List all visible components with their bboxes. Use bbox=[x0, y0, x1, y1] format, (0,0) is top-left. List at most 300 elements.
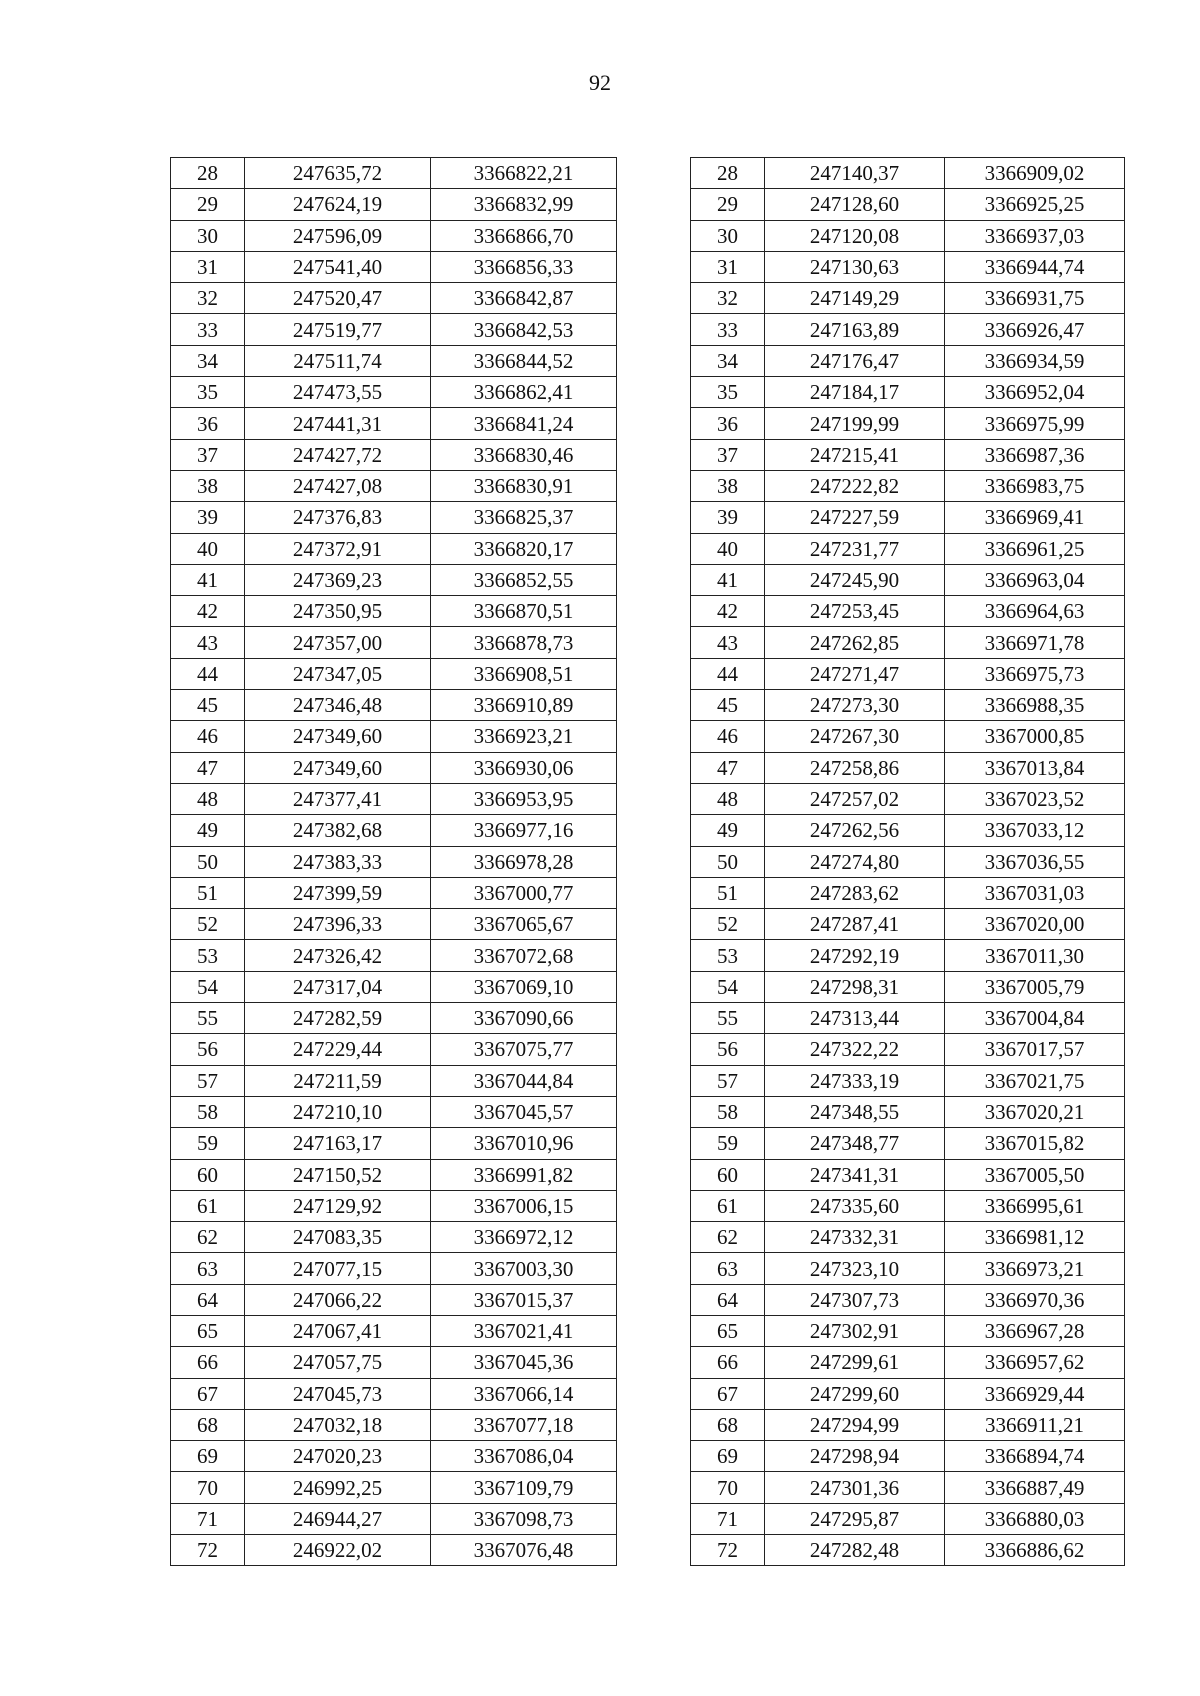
point-number-cell: 42 bbox=[171, 596, 245, 627]
point-number-cell: 47 bbox=[171, 752, 245, 783]
x-coordinate-cell: 247372,91 bbox=[245, 533, 431, 564]
y-coordinate-cell: 3366909,02 bbox=[945, 158, 1125, 189]
point-number-cell: 30 bbox=[691, 220, 765, 251]
x-coordinate-cell: 246922,02 bbox=[245, 1535, 431, 1566]
table-row bbox=[691, 909, 1125, 940]
table-row bbox=[691, 627, 1125, 658]
y-coordinate-cell: 3367090,66 bbox=[431, 1003, 617, 1034]
table-row bbox=[171, 815, 617, 846]
point-number-cell: 68 bbox=[691, 1409, 765, 1440]
x-coordinate-cell: 247299,61 bbox=[765, 1347, 945, 1378]
point-number-cell: 50 bbox=[171, 846, 245, 877]
table-row bbox=[171, 377, 617, 408]
y-coordinate-cell: 3366973,21 bbox=[945, 1253, 1125, 1284]
x-coordinate-cell: 247322,22 bbox=[765, 1034, 945, 1065]
point-number-cell: 61 bbox=[171, 1190, 245, 1221]
y-coordinate-cell: 3366842,87 bbox=[431, 283, 617, 314]
table-row bbox=[691, 1409, 1125, 1440]
x-coordinate-cell: 247066,22 bbox=[245, 1284, 431, 1315]
table-row bbox=[691, 533, 1125, 564]
x-coordinate-cell: 247427,08 bbox=[245, 470, 431, 501]
table-row bbox=[691, 752, 1125, 783]
y-coordinate-cell: 3367045,57 bbox=[431, 1096, 617, 1127]
x-coordinate-cell: 247253,45 bbox=[765, 596, 945, 627]
table-row bbox=[171, 877, 617, 908]
table-row bbox=[691, 877, 1125, 908]
x-coordinate-cell: 247396,33 bbox=[245, 909, 431, 940]
y-coordinate-cell: 3366970,36 bbox=[945, 1284, 1125, 1315]
x-coordinate-cell: 247245,90 bbox=[765, 564, 945, 595]
table-row bbox=[691, 1378, 1125, 1409]
point-number-cell: 53 bbox=[171, 940, 245, 971]
x-coordinate-cell: 247229,44 bbox=[245, 1034, 431, 1065]
table-row bbox=[691, 1222, 1125, 1253]
table-row bbox=[171, 439, 617, 470]
point-number-cell: 52 bbox=[171, 909, 245, 940]
point-number-cell: 48 bbox=[171, 783, 245, 814]
table-row bbox=[171, 1503, 617, 1534]
table-row bbox=[171, 1159, 617, 1190]
table-row bbox=[171, 1284, 617, 1315]
y-coordinate-cell: 3366934,59 bbox=[945, 345, 1125, 376]
y-coordinate-cell: 3367076,48 bbox=[431, 1535, 617, 1566]
y-coordinate-cell: 3366967,28 bbox=[945, 1315, 1125, 1346]
table-row bbox=[691, 846, 1125, 877]
x-coordinate-cell: 247140,37 bbox=[765, 158, 945, 189]
y-coordinate-cell: 3366926,47 bbox=[945, 314, 1125, 345]
table-row bbox=[171, 1441, 617, 1472]
x-coordinate-cell: 247301,36 bbox=[765, 1472, 945, 1503]
y-coordinate-cell: 3367010,96 bbox=[431, 1128, 617, 1159]
x-coordinate-cell: 247067,41 bbox=[245, 1315, 431, 1346]
y-coordinate-cell: 3366878,73 bbox=[431, 627, 617, 658]
x-coordinate-cell: 247333,19 bbox=[765, 1065, 945, 1096]
coordinates-table-right bbox=[690, 157, 1125, 1566]
coordinates-table-left bbox=[170, 157, 617, 1566]
x-coordinate-cell: 247399,59 bbox=[245, 877, 431, 908]
table-row bbox=[171, 1128, 617, 1159]
y-coordinate-cell: 3366957,62 bbox=[945, 1347, 1125, 1378]
x-coordinate-cell: 247313,44 bbox=[765, 1003, 945, 1034]
y-coordinate-cell: 3366886,62 bbox=[945, 1535, 1125, 1566]
point-number-cell: 69 bbox=[171, 1441, 245, 1472]
x-coordinate-cell: 247326,42 bbox=[245, 940, 431, 971]
table-row bbox=[171, 251, 617, 282]
x-coordinate-cell: 247020,23 bbox=[245, 1441, 431, 1472]
table-row bbox=[691, 158, 1125, 189]
point-number-cell: 65 bbox=[171, 1315, 245, 1346]
x-coordinate-cell: 247163,17 bbox=[245, 1128, 431, 1159]
table-row bbox=[171, 470, 617, 501]
table-row bbox=[691, 596, 1125, 627]
table-row bbox=[691, 1128, 1125, 1159]
y-coordinate-cell: 3366952,04 bbox=[945, 377, 1125, 408]
x-coordinate-cell: 247299,60 bbox=[765, 1378, 945, 1409]
x-coordinate-cell: 247520,47 bbox=[245, 283, 431, 314]
point-number-cell: 68 bbox=[171, 1409, 245, 1440]
table-row bbox=[691, 783, 1125, 814]
y-coordinate-cell: 3366832,99 bbox=[431, 189, 617, 220]
y-coordinate-cell: 3366953,95 bbox=[431, 783, 617, 814]
y-coordinate-cell: 3366830,91 bbox=[431, 470, 617, 501]
table-row bbox=[171, 220, 617, 251]
table-row bbox=[171, 1065, 617, 1096]
x-coordinate-cell: 247635,72 bbox=[245, 158, 431, 189]
x-coordinate-cell: 247274,80 bbox=[765, 846, 945, 877]
x-coordinate-cell: 247227,59 bbox=[765, 502, 945, 533]
y-coordinate-cell: 3367031,03 bbox=[945, 877, 1125, 908]
table-row bbox=[171, 1003, 617, 1034]
point-number-cell: 33 bbox=[171, 314, 245, 345]
x-coordinate-cell: 247282,48 bbox=[765, 1535, 945, 1566]
table-row bbox=[691, 283, 1125, 314]
table-row bbox=[691, 1284, 1125, 1315]
point-number-cell: 72 bbox=[171, 1535, 245, 1566]
x-coordinate-cell: 247317,04 bbox=[245, 971, 431, 1002]
point-number-cell: 45 bbox=[691, 690, 765, 721]
table-row bbox=[691, 1441, 1125, 1472]
y-coordinate-cell: 3366988,35 bbox=[945, 690, 1125, 721]
point-number-cell: 36 bbox=[691, 408, 765, 439]
y-coordinate-cell: 3367020,00 bbox=[945, 909, 1125, 940]
table-row bbox=[691, 470, 1125, 501]
table-row bbox=[171, 283, 617, 314]
y-coordinate-cell: 3366977,16 bbox=[431, 815, 617, 846]
x-coordinate-cell: 247257,02 bbox=[765, 783, 945, 814]
y-coordinate-cell: 3367020,21 bbox=[945, 1096, 1125, 1127]
x-coordinate-cell: 247346,48 bbox=[245, 690, 431, 721]
table-row bbox=[691, 502, 1125, 533]
x-coordinate-cell: 247045,73 bbox=[245, 1378, 431, 1409]
point-number-cell: 43 bbox=[691, 627, 765, 658]
y-coordinate-cell: 3366880,03 bbox=[945, 1503, 1125, 1534]
x-coordinate-cell: 247128,60 bbox=[765, 189, 945, 220]
y-coordinate-cell: 3367023,52 bbox=[945, 783, 1125, 814]
point-number-cell: 63 bbox=[171, 1253, 245, 1284]
y-coordinate-cell: 3366929,44 bbox=[945, 1378, 1125, 1409]
point-number-cell: 69 bbox=[691, 1441, 765, 1472]
table-row bbox=[171, 1096, 617, 1127]
x-coordinate-cell: 247332,31 bbox=[765, 1222, 945, 1253]
y-coordinate-cell: 3366969,41 bbox=[945, 502, 1125, 533]
point-number-cell: 41 bbox=[691, 564, 765, 595]
x-coordinate-cell: 247541,40 bbox=[245, 251, 431, 282]
table-row bbox=[691, 815, 1125, 846]
y-coordinate-cell: 3366870,51 bbox=[431, 596, 617, 627]
table-row bbox=[171, 1347, 617, 1378]
table-row bbox=[171, 502, 617, 533]
table-row bbox=[171, 1535, 617, 1566]
table-row bbox=[171, 658, 617, 689]
point-number-cell: 71 bbox=[171, 1503, 245, 1534]
point-number-cell: 56 bbox=[171, 1034, 245, 1065]
y-coordinate-cell: 3366852,55 bbox=[431, 564, 617, 595]
table-row bbox=[691, 1253, 1125, 1284]
point-number-cell: 64 bbox=[171, 1284, 245, 1315]
point-number-cell: 45 bbox=[171, 690, 245, 721]
y-coordinate-cell: 3366937,03 bbox=[945, 220, 1125, 251]
x-coordinate-cell: 247519,77 bbox=[245, 314, 431, 345]
y-coordinate-cell: 3366971,78 bbox=[945, 627, 1125, 658]
y-coordinate-cell: 3366825,37 bbox=[431, 502, 617, 533]
x-coordinate-cell: 247307,73 bbox=[765, 1284, 945, 1315]
point-number-cell: 38 bbox=[171, 470, 245, 501]
x-coordinate-cell: 247176,47 bbox=[765, 345, 945, 376]
point-number-cell: 60 bbox=[691, 1159, 765, 1190]
table-row bbox=[171, 189, 617, 220]
table-row bbox=[171, 533, 617, 564]
table-row bbox=[171, 564, 617, 595]
point-number-cell: 57 bbox=[691, 1065, 765, 1096]
y-coordinate-cell: 3367044,84 bbox=[431, 1065, 617, 1096]
point-number-cell: 55 bbox=[171, 1003, 245, 1034]
point-number-cell: 64 bbox=[691, 1284, 765, 1315]
point-number-cell: 31 bbox=[171, 251, 245, 282]
x-coordinate-cell: 247199,99 bbox=[765, 408, 945, 439]
point-number-cell: 49 bbox=[691, 815, 765, 846]
table-row bbox=[171, 783, 617, 814]
point-number-cell: 66 bbox=[171, 1347, 245, 1378]
x-coordinate-cell: 247211,59 bbox=[245, 1065, 431, 1096]
y-coordinate-cell: 3367045,36 bbox=[431, 1347, 617, 1378]
point-number-cell: 29 bbox=[691, 189, 765, 220]
x-coordinate-cell: 247369,23 bbox=[245, 564, 431, 595]
x-coordinate-cell: 247231,77 bbox=[765, 533, 945, 564]
x-coordinate-cell: 247298,94 bbox=[765, 1441, 945, 1472]
y-coordinate-cell: 3367021,75 bbox=[945, 1065, 1125, 1096]
y-coordinate-cell: 3367066,14 bbox=[431, 1378, 617, 1409]
x-coordinate-cell: 247382,68 bbox=[245, 815, 431, 846]
y-coordinate-cell: 3367006,15 bbox=[431, 1190, 617, 1221]
x-coordinate-cell: 246944,27 bbox=[245, 1503, 431, 1534]
point-number-cell: 67 bbox=[691, 1378, 765, 1409]
table-row bbox=[171, 1190, 617, 1221]
point-number-cell: 60 bbox=[171, 1159, 245, 1190]
point-number-cell: 56 bbox=[691, 1034, 765, 1065]
y-coordinate-cell: 3366963,04 bbox=[945, 564, 1125, 595]
point-number-cell: 29 bbox=[171, 189, 245, 220]
table-row bbox=[691, 251, 1125, 282]
x-coordinate-cell: 247032,18 bbox=[245, 1409, 431, 1440]
table-row bbox=[691, 1034, 1125, 1065]
x-coordinate-cell: 247292,19 bbox=[765, 940, 945, 971]
x-coordinate-cell: 247441,31 bbox=[245, 408, 431, 439]
x-coordinate-cell: 247273,30 bbox=[765, 690, 945, 721]
y-coordinate-cell: 3367075,77 bbox=[431, 1034, 617, 1065]
table-row bbox=[171, 1034, 617, 1065]
point-number-cell: 65 bbox=[691, 1315, 765, 1346]
point-number-cell: 28 bbox=[171, 158, 245, 189]
y-coordinate-cell: 3366983,75 bbox=[945, 470, 1125, 501]
point-number-cell: 61 bbox=[691, 1190, 765, 1221]
x-coordinate-cell: 247348,55 bbox=[765, 1096, 945, 1127]
point-number-cell: 48 bbox=[691, 783, 765, 814]
y-coordinate-cell: 3366975,99 bbox=[945, 408, 1125, 439]
point-number-cell: 66 bbox=[691, 1347, 765, 1378]
point-number-cell: 50 bbox=[691, 846, 765, 877]
table-row bbox=[691, 1096, 1125, 1127]
x-coordinate-cell: 247222,82 bbox=[765, 470, 945, 501]
y-coordinate-cell: 3366944,74 bbox=[945, 251, 1125, 282]
point-number-cell: 40 bbox=[171, 533, 245, 564]
x-coordinate-cell: 247163,89 bbox=[765, 314, 945, 345]
point-number-cell: 36 bbox=[171, 408, 245, 439]
table-row bbox=[691, 439, 1125, 470]
point-number-cell: 35 bbox=[171, 377, 245, 408]
point-number-cell: 71 bbox=[691, 1503, 765, 1534]
table-row bbox=[691, 189, 1125, 220]
y-coordinate-cell: 3367109,79 bbox=[431, 1472, 617, 1503]
point-number-cell: 62 bbox=[171, 1222, 245, 1253]
x-coordinate-cell: 247349,60 bbox=[245, 752, 431, 783]
x-coordinate-cell: 247057,75 bbox=[245, 1347, 431, 1378]
x-coordinate-cell: 247150,52 bbox=[245, 1159, 431, 1190]
point-number-cell: 72 bbox=[691, 1535, 765, 1566]
x-coordinate-cell: 247129,92 bbox=[245, 1190, 431, 1221]
table-row bbox=[171, 408, 617, 439]
y-coordinate-cell: 3366987,36 bbox=[945, 439, 1125, 470]
x-coordinate-cell: 247376,83 bbox=[245, 502, 431, 533]
point-number-cell: 46 bbox=[691, 721, 765, 752]
table-row bbox=[691, 314, 1125, 345]
table-row bbox=[171, 940, 617, 971]
point-number-cell: 53 bbox=[691, 940, 765, 971]
y-coordinate-cell: 3366964,63 bbox=[945, 596, 1125, 627]
y-coordinate-cell: 3367036,55 bbox=[945, 846, 1125, 877]
y-coordinate-cell: 3366862,41 bbox=[431, 377, 617, 408]
y-coordinate-cell: 3367011,30 bbox=[945, 940, 1125, 971]
table-row bbox=[691, 1190, 1125, 1221]
coordinates-table-right-body bbox=[691, 158, 1125, 1566]
x-coordinate-cell: 247302,91 bbox=[765, 1315, 945, 1346]
point-number-cell: 44 bbox=[691, 658, 765, 689]
table-row bbox=[691, 345, 1125, 376]
point-number-cell: 70 bbox=[691, 1472, 765, 1503]
y-coordinate-cell: 3366995,61 bbox=[945, 1190, 1125, 1221]
x-coordinate-cell: 247120,08 bbox=[765, 220, 945, 251]
point-number-cell: 37 bbox=[171, 439, 245, 470]
x-coordinate-cell: 247347,05 bbox=[245, 658, 431, 689]
x-coordinate-cell: 247083,35 bbox=[245, 1222, 431, 1253]
y-coordinate-cell: 3367013,84 bbox=[945, 752, 1125, 783]
y-coordinate-cell: 3366841,24 bbox=[431, 408, 617, 439]
point-number-cell: 58 bbox=[691, 1096, 765, 1127]
y-coordinate-cell: 3367021,41 bbox=[431, 1315, 617, 1346]
x-coordinate-cell: 247341,31 bbox=[765, 1159, 945, 1190]
x-coordinate-cell: 247294,99 bbox=[765, 1409, 945, 1440]
y-coordinate-cell: 3366908,51 bbox=[431, 658, 617, 689]
x-coordinate-cell: 247348,77 bbox=[765, 1128, 945, 1159]
table-row bbox=[691, 690, 1125, 721]
point-number-cell: 39 bbox=[691, 502, 765, 533]
y-coordinate-cell: 3367015,37 bbox=[431, 1284, 617, 1315]
x-coordinate-cell: 247511,74 bbox=[245, 345, 431, 376]
point-number-cell: 32 bbox=[691, 283, 765, 314]
x-coordinate-cell: 247596,09 bbox=[245, 220, 431, 251]
table-row bbox=[691, 564, 1125, 595]
x-coordinate-cell: 247210,10 bbox=[245, 1096, 431, 1127]
table-row bbox=[691, 1065, 1125, 1096]
y-coordinate-cell: 3366911,21 bbox=[945, 1409, 1125, 1440]
point-number-cell: 59 bbox=[171, 1128, 245, 1159]
y-coordinate-cell: 3367017,57 bbox=[945, 1034, 1125, 1065]
point-number-cell: 63 bbox=[691, 1253, 765, 1284]
table-row bbox=[171, 314, 617, 345]
x-coordinate-cell: 247283,62 bbox=[765, 877, 945, 908]
y-coordinate-cell: 3366972,12 bbox=[431, 1222, 617, 1253]
point-number-cell: 39 bbox=[171, 502, 245, 533]
y-coordinate-cell: 3367015,82 bbox=[945, 1128, 1125, 1159]
table-row bbox=[171, 752, 617, 783]
point-number-cell: 41 bbox=[171, 564, 245, 595]
y-coordinate-cell: 3367003,30 bbox=[431, 1253, 617, 1284]
x-coordinate-cell: 247427,72 bbox=[245, 439, 431, 470]
table-row bbox=[691, 658, 1125, 689]
table-row bbox=[691, 408, 1125, 439]
table-row bbox=[171, 690, 617, 721]
y-coordinate-cell: 3367033,12 bbox=[945, 815, 1125, 846]
y-coordinate-cell: 3367086,04 bbox=[431, 1441, 617, 1472]
table-row bbox=[171, 1222, 617, 1253]
point-number-cell: 35 bbox=[691, 377, 765, 408]
y-coordinate-cell: 3366866,70 bbox=[431, 220, 617, 251]
x-coordinate-cell: 247295,87 bbox=[765, 1503, 945, 1534]
y-coordinate-cell: 3366844,52 bbox=[431, 345, 617, 376]
x-coordinate-cell: 247149,29 bbox=[765, 283, 945, 314]
y-coordinate-cell: 3366856,33 bbox=[431, 251, 617, 282]
x-coordinate-cell: 247624,19 bbox=[245, 189, 431, 220]
y-coordinate-cell: 3366925,25 bbox=[945, 189, 1125, 220]
x-coordinate-cell: 246992,25 bbox=[245, 1472, 431, 1503]
y-coordinate-cell: 3366931,75 bbox=[945, 283, 1125, 314]
y-coordinate-cell: 3366842,53 bbox=[431, 314, 617, 345]
point-number-cell: 67 bbox=[171, 1378, 245, 1409]
table-row bbox=[691, 1503, 1125, 1534]
y-coordinate-cell: 3366981,12 bbox=[945, 1222, 1125, 1253]
table-row bbox=[171, 846, 617, 877]
point-number-cell: 70 bbox=[171, 1472, 245, 1503]
point-number-cell: 52 bbox=[691, 909, 765, 940]
y-coordinate-cell: 3367069,10 bbox=[431, 971, 617, 1002]
point-number-cell: 58 bbox=[171, 1096, 245, 1127]
y-coordinate-cell: 3366830,46 bbox=[431, 439, 617, 470]
table-row bbox=[691, 971, 1125, 1002]
point-number-cell: 37 bbox=[691, 439, 765, 470]
point-number-cell: 42 bbox=[691, 596, 765, 627]
point-number-cell: 32 bbox=[171, 283, 245, 314]
table-row bbox=[691, 940, 1125, 971]
table-row bbox=[691, 721, 1125, 752]
y-coordinate-cell: 3366975,73 bbox=[945, 658, 1125, 689]
table-row bbox=[691, 1003, 1125, 1034]
point-number-cell: 59 bbox=[691, 1128, 765, 1159]
x-coordinate-cell: 247130,63 bbox=[765, 251, 945, 282]
point-number-cell: 54 bbox=[171, 971, 245, 1002]
table-row bbox=[691, 1159, 1125, 1190]
y-coordinate-cell: 3366923,21 bbox=[431, 721, 617, 752]
y-coordinate-cell: 3366978,28 bbox=[431, 846, 617, 877]
x-coordinate-cell: 247215,41 bbox=[765, 439, 945, 470]
x-coordinate-cell: 247262,56 bbox=[765, 815, 945, 846]
x-coordinate-cell: 247077,15 bbox=[245, 1253, 431, 1284]
table-row bbox=[171, 158, 617, 189]
page-number: 92 bbox=[589, 70, 611, 95]
table-row bbox=[171, 1409, 617, 1440]
x-coordinate-cell: 247383,33 bbox=[245, 846, 431, 877]
y-coordinate-cell: 3367072,68 bbox=[431, 940, 617, 971]
table-row bbox=[171, 596, 617, 627]
x-coordinate-cell: 247258,86 bbox=[765, 752, 945, 783]
